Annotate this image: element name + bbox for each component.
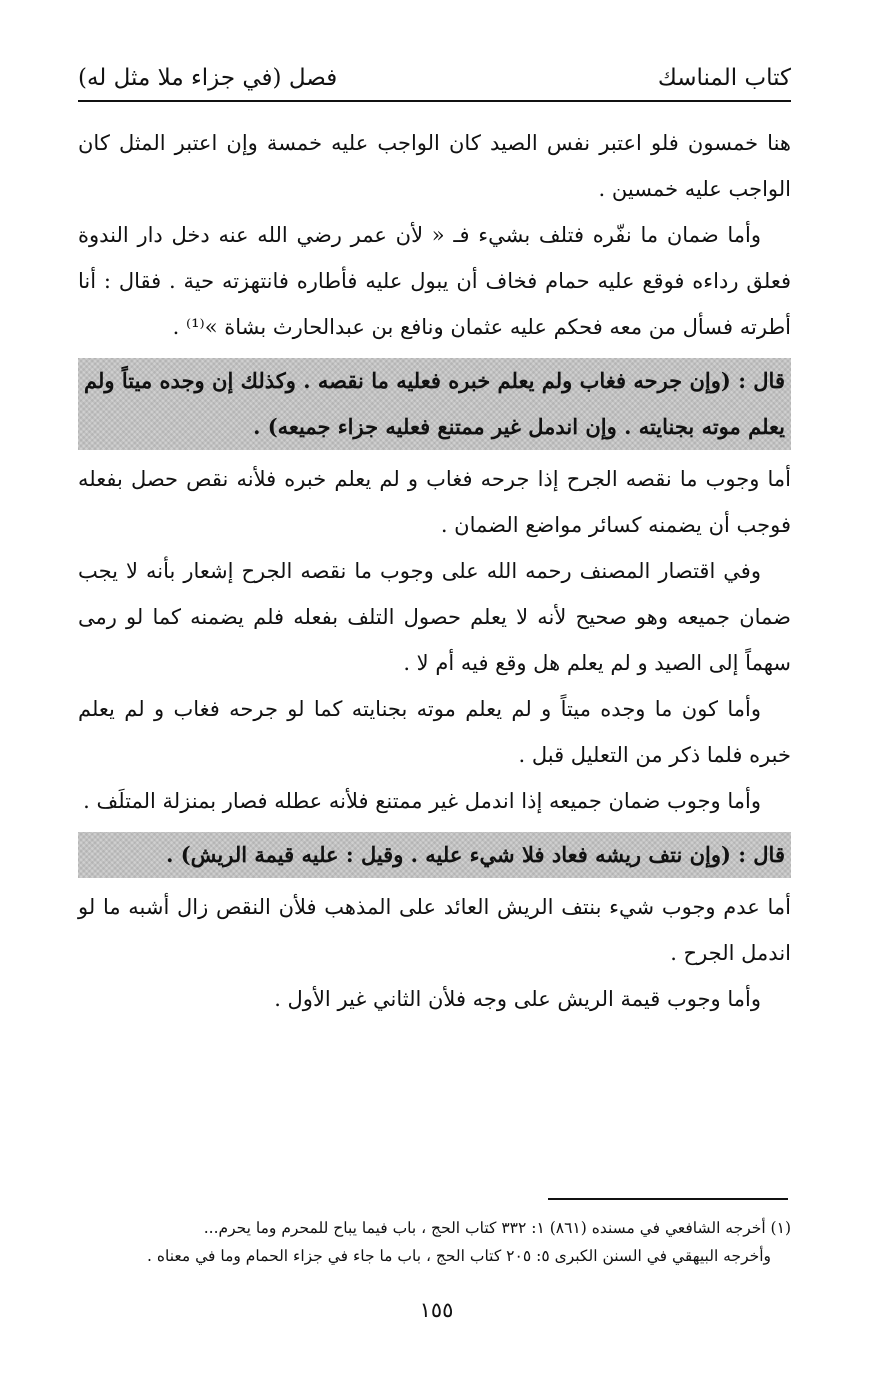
paragraph-6: وأما وجوب ضمان جميعه إذا اندمل غير ممتنع فلأنه عطله فصار بمنزلة المتلَف .	[83, 789, 761, 813]
rule-highlight-2: قال : (وإن نتف ريشه فعاد فلا شيء عليه . وقيل : عليه قيمة الريش) .	[78, 832, 791, 878]
page-number: ١٥٥	[419, 1298, 454, 1322]
book-title: كتاب المناسك	[657, 65, 791, 91]
paragraph-1: هنا خمسون فلو اعتبر نفس الصيد كان الواجب عليه خمسة وإن اعتبر المثل كان الواجب عليه خمسين .	[78, 131, 791, 201]
section-title: فصل (في جزاء ملا مثل له)	[78, 65, 338, 91]
footnote-1-continuation: وأخرجه البيهقي في السنن الكبرى ٥: ٢٠٥ كتاب الحج ، باب ما جاء في جزاء الحمام وما في معناه .	[147, 1247, 771, 1265]
running-header	[78, 58, 791, 98]
rule-highlight-1: قال : (وإن جرحه فغاب ولم يعلم خبره فعليه ما نقصه . وكذلك إن وجده ميتاً ولم يعلم موته بجنايته . وإن اندمل غير ممتنع فعليه جزاء جميعه) .	[78, 358, 791, 450]
header-divider	[78, 100, 791, 102]
main-text	[78, 120, 791, 1022]
paragraph-7: أما عدم وجوب شيء بنتف الريش العائد على المذهب فلأن النقص زال أشبه ما لو اندمل الجرح .	[78, 895, 791, 965]
paragraph-2: وأما ضمان ما نفّره فتلف بشيء فـ « لأن عمر رضي الله عنه دخل دار الندوة فعلق رداءه فوقع عليه حمام فخاف أن يبول عليه فأطاره فانتهزته حية . فقال : أنا أطرته فسأل من معه فحكم عليه عثمان ونافع بن عبدالحارث بشاة »⁽¹⁾ .	[78, 223, 791, 339]
footnotes	[78, 1214, 791, 1270]
footnote-divider	[548, 1198, 788, 1200]
footnote-1: (١) أخرجه الشافعي في مسنده (٨٦١) ١: ٣٣٢ كتاب الحج ، باب فيما يباح للمحرم وما يحرم...	[203, 1219, 791, 1237]
paragraph-5: وأما كون ما وجده ميتاً و لم يعلم موته بجنايته كما لو جرحه فغاب و لم يعلم خبره فلما ذكر من التعليل قبل .	[78, 697, 791, 767]
paragraph-4: وفي اقتصار المصنف رحمه الله على وجوب ما نقصه الجرح إشعار بأنه لا يجب ضمان جميعه وهو صحيح لأنه لا يعلم حصول التلف بفعله فلم يضمنه كما لو رمى سهماً إلى الصيد و لم يعلم هل وقع فيه أم لا .	[78, 559, 791, 675]
paragraph-3: أما وجوب ما نقصه الجرح إذا جرحه فغاب و لم يعلم خبره فلأنه نقص حصل بفعله فوجب أن يضمنه كسائر مواضع الضمان .	[78, 467, 791, 537]
paragraph-8: وأما وجوب قيمة الريش على وجه فلأن الثاني غير الأول .	[274, 987, 761, 1011]
